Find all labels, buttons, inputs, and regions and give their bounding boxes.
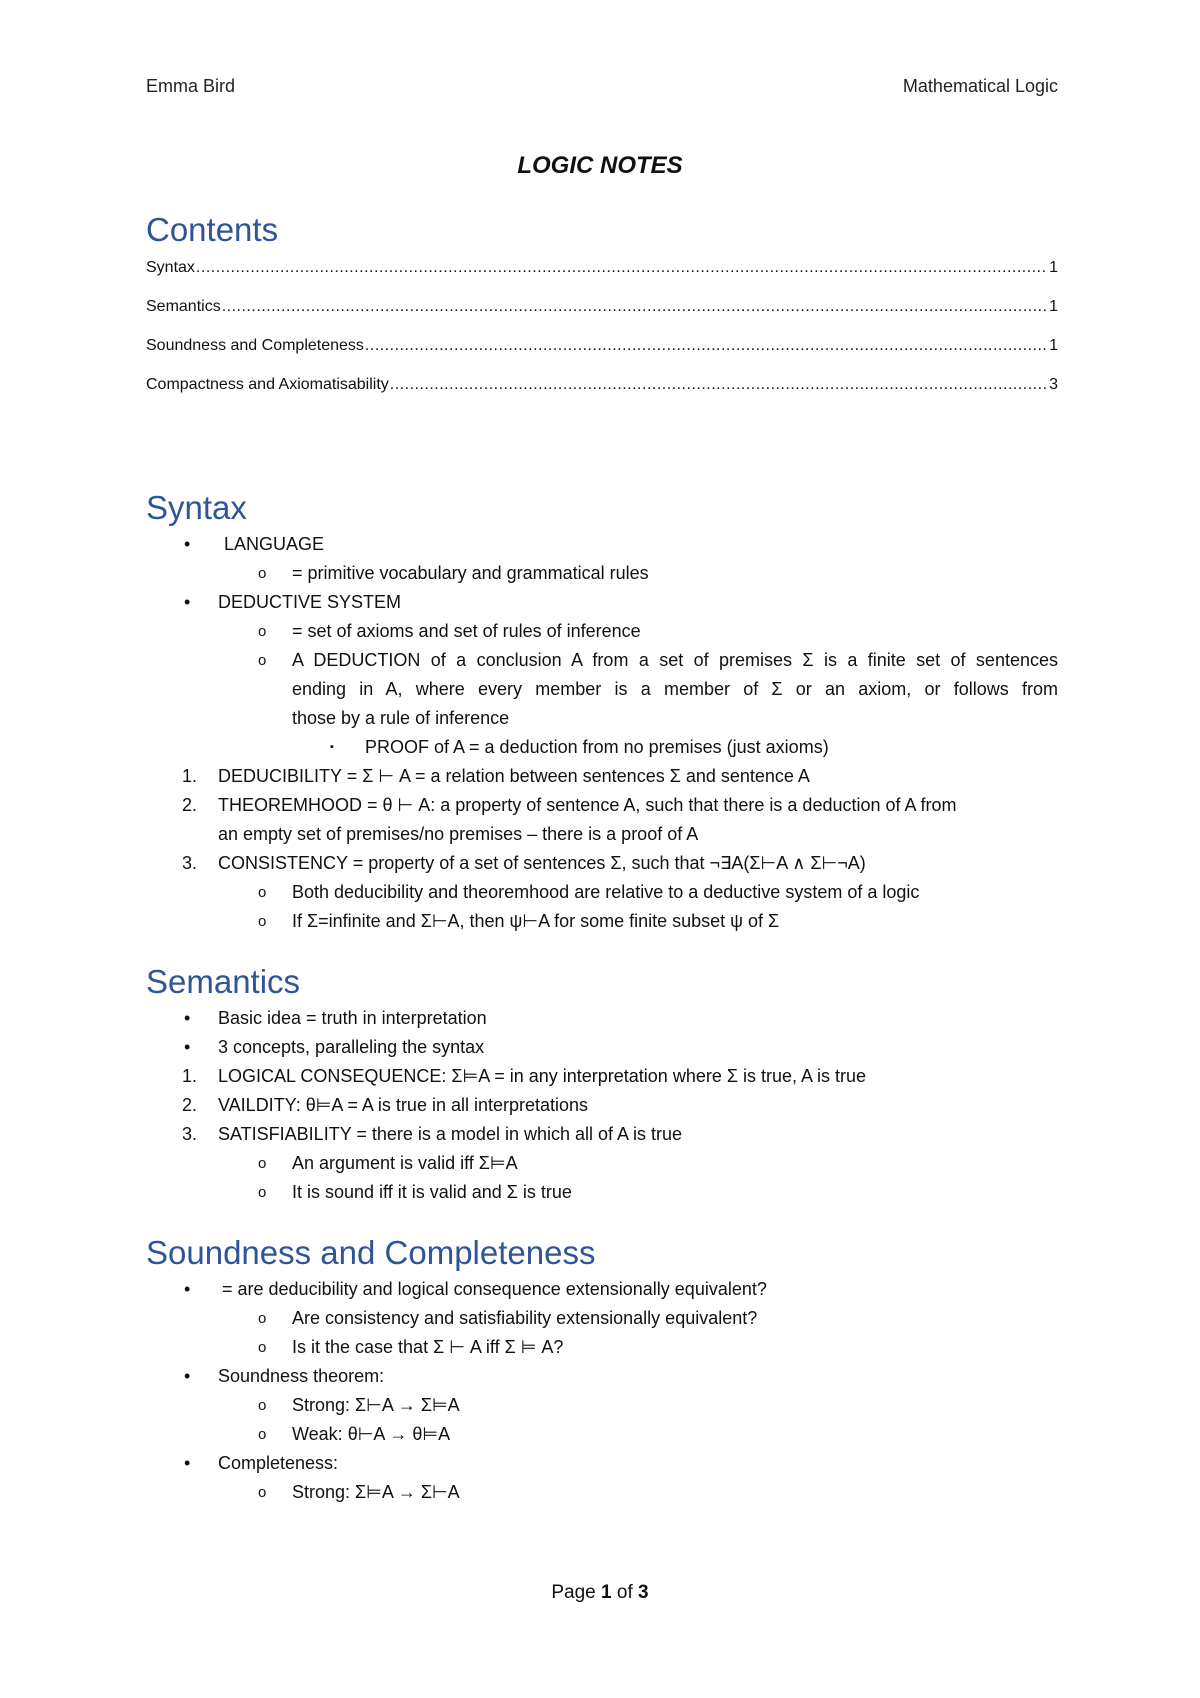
bullet-marker: • xyxy=(184,1453,191,1473)
bullet-marker: • xyxy=(184,1279,191,1299)
toc-page: 3 xyxy=(1049,376,1058,393)
toc-page: 1 xyxy=(1049,337,1058,354)
list-item: • Completeness: xyxy=(146,1449,1058,1478)
header-author: Emma Bird xyxy=(146,76,236,96)
bullet-marker: • xyxy=(184,534,191,554)
list-item: • Soundness theorem: xyxy=(146,1362,1058,1391)
document-body xyxy=(146,208,1058,1507)
sub-marker: o xyxy=(258,652,267,669)
toc-page: 1 xyxy=(1049,298,1058,315)
list-item: • Basic idea = truth in interpretation xyxy=(146,1004,1058,1033)
number-marker: 1. xyxy=(182,1066,198,1086)
list-item: • 3 concepts, paralleling the syntax xyxy=(146,1033,1058,1062)
toc-entry-semantics[interactable] xyxy=(146,297,1058,317)
soundness-heading: Soundness and Completeness xyxy=(146,1234,596,1271)
list-item: 3. SATISFIABILITY = there is a model in which all of A is true xyxy=(146,1120,1058,1149)
list-item: 2. THEOREMHOOD = θ ⊢ A: a property of sentence A, such that there is a deduction of A from an empty set of premises/no premises – there is a proof of A xyxy=(146,791,1058,849)
sub-marker: o xyxy=(258,884,267,901)
list-item: o An argument is valid iff Σ⊨A xyxy=(146,1149,1058,1178)
list-item: o It is sound iff it is valid and Σ is true xyxy=(146,1178,1058,1207)
list-item: o Both deducibility and theoremhood are relative to a deductive system of a logic xyxy=(146,878,1058,907)
toc-page: 1 xyxy=(1049,259,1058,276)
soundness-section xyxy=(146,1275,1058,1507)
toc-leader xyxy=(196,258,1048,278)
square-marker: ▪ xyxy=(330,741,334,753)
toc-entry-soundness[interactable] xyxy=(146,336,1058,356)
sub-marker: o xyxy=(258,1397,267,1414)
number-marker: 2. xyxy=(182,795,198,815)
sub-marker: o xyxy=(258,1155,267,1172)
toc-leader xyxy=(390,375,1048,395)
toc-leader xyxy=(222,297,1048,317)
list-item: • LANGUAGE xyxy=(146,530,1058,559)
sub-marker: o xyxy=(258,1426,267,1443)
table-of-contents xyxy=(146,258,1058,395)
number-marker: 3. xyxy=(182,1124,198,1144)
page-footer xyxy=(0,1582,1200,1604)
toc-label: Syntax xyxy=(146,259,195,276)
toc-entry-syntax[interactable] xyxy=(146,258,1058,278)
syntax-section xyxy=(146,530,1058,936)
sub-marker: o xyxy=(258,1484,267,1501)
list-item: 1. LOGICAL CONSEQUENCE: Σ⊨A = in any interpretation where Σ is true, A is true xyxy=(146,1062,1058,1091)
number-marker: 1. xyxy=(182,766,198,786)
bullet-marker: • xyxy=(184,1366,191,1386)
sub-marker: o xyxy=(258,1310,267,1327)
toc-label: Semantics xyxy=(146,298,221,315)
bullet-marker: • xyxy=(184,1037,191,1057)
sub-marker: o xyxy=(258,913,267,930)
footer-current-page: 1 xyxy=(601,1582,612,1603)
number-marker: 2. xyxy=(182,1095,198,1115)
number-marker: 3. xyxy=(182,853,198,873)
semantics-heading: Semantics xyxy=(146,963,301,1000)
sub-marker: o xyxy=(258,1184,267,1201)
list-item: o A DEDUCTION of a conclusion A from a set of premises Σ is a finite set of sentences ending in A, where every member is a member of Σ or an axiom, or follows from those by a rule of inference xyxy=(146,646,1058,733)
list-item: o Strong: Σ⊨A → Σ⊢A xyxy=(146,1478,1058,1507)
semantics-section xyxy=(146,1004,1058,1207)
list-item: 3. CONSISTENCY = property of a set of sentences Σ, such that ¬∃A(Σ⊢A ∧ Σ⊢¬A) xyxy=(146,849,1058,878)
footer-total-pages: 3 xyxy=(638,1582,649,1603)
toc-label: Soundness and Completeness xyxy=(146,337,364,354)
syntax-heading: Syntax xyxy=(146,489,247,526)
list-item: 1. DEDUCIBILITY = Σ ⊢ A = a relation between sentences Σ and sentence A xyxy=(146,762,1058,791)
toc-entry-compactness[interactable] xyxy=(146,375,1058,395)
toc-leader xyxy=(365,336,1048,356)
list-item: o Strong: Σ⊢A → Σ⊨A xyxy=(146,1391,1058,1420)
list-item: o = set of axioms and set of rules of inference xyxy=(146,617,1058,646)
list-item: 2. VAILDITY: θ⊨A = A is true in all interpretations xyxy=(146,1091,1058,1120)
bullet-marker: • xyxy=(184,592,191,612)
sub-marker: o xyxy=(258,565,267,582)
list-item: • = are deducibility and logical consequence extensionally equivalent? xyxy=(146,1275,1058,1304)
toc-label: Compactness and Axiomatisability xyxy=(146,376,389,393)
list-item: o = primitive vocabulary and grammatical rules xyxy=(146,559,1058,588)
header-course: Mathematical Logic xyxy=(902,76,1058,96)
document-title: LOGIC NOTES xyxy=(517,152,683,179)
footer-prefix: Page xyxy=(551,1582,596,1603)
list-item: o Are consistency and satisfiability extensionally equivalent? xyxy=(146,1304,1058,1333)
list-item: o If Σ=infinite and Σ⊢A, then ψ⊢A for some finite subset ψ of Σ xyxy=(146,907,1058,936)
footer-of: of xyxy=(616,1582,633,1603)
bullet-marker: • xyxy=(184,1008,191,1028)
list-item: o Is it the case that Σ ⊢ A iff Σ ⊨ A? xyxy=(146,1333,1058,1362)
sub-marker: o xyxy=(258,623,267,640)
list-item: o Weak: θ⊢A → θ⊨A xyxy=(146,1420,1058,1449)
sub-marker: o xyxy=(258,1339,267,1356)
contents-heading: Contents xyxy=(146,211,279,248)
list-item: • DEDUCTIVE SYSTEM xyxy=(146,588,1058,617)
list-item: ▪ PROOF of A = a deduction from no premises (just axioms) xyxy=(146,733,1058,762)
